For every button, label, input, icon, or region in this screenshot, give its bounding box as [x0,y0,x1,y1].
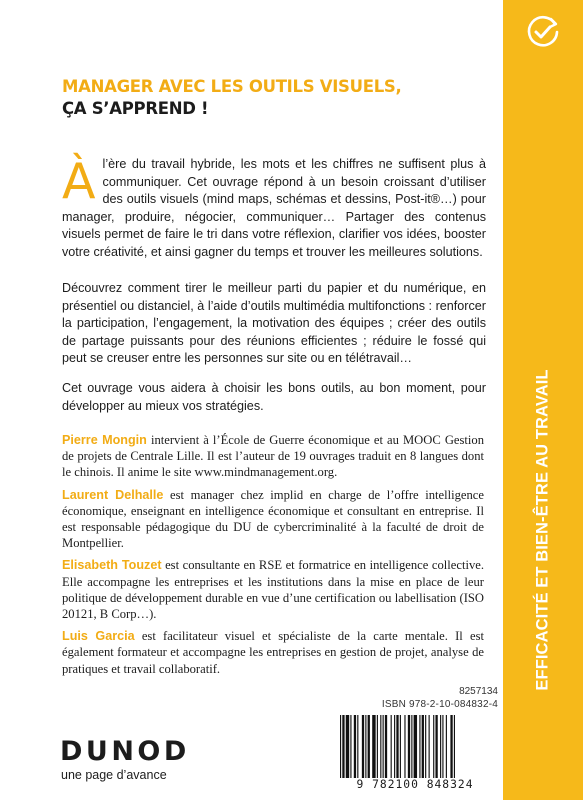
publisher-logo: DUNOD [60,736,190,767]
intro-text: l’ère du travail hybride, les mots et les chiffres ne suffisent plus à communiquer. Cet ouvrage répond à un besoin croissant d’utiliser des outils visuels (mind maps, schémas et dessins, Post-it®…) pour manager, produire, négocier, communiquer… Partager des contenus visuels permet de faire le tri dans votre réflexion, clarifier vos idées, booster votre créativité, et ainsi gagner du temps et trouver les meilleures solutions. [62,157,486,259]
check-circle-icon [525,14,561,50]
barcode [332,715,498,787]
series-title: EFFICACITÉ ET BIEN-ÊTRE AU TRAVAIL [533,369,552,691]
author-name: Luis Garcia [62,629,135,644]
author-bios [62,432,484,683]
author-name: Pierre Mongin [62,433,147,447]
headline-line-1: MANAGER AVEC LES OUTILS VISUELS, [62,77,402,96]
author-text: est facilitateur visuel et spécialiste de la carte mentale. Il est également formateur et accompagne les entreprises en gestion de projet, analyse de pratiques et travail collaboratif. [62,629,484,676]
author-bio [62,432,484,481]
body-paragraph-2: Découvrez comment tirer le meilleur parti du papier et du numérique, en présentiel ou distanciel, à l’aide d’outils multimédia multifonctions : renforcer la participation, l’engagement, la motivation des équipes ; créer des outils de partage puissants pour des réunions efficientes ; réduire le fossé qui peut se creuser entre les personnes sur site ou en télétravail… [62,281,486,365]
author-bio [62,628,484,677]
drop-cap: À [62,153,96,210]
author-text: est manager chez implid en charge de l’offre intelligence économique, enseignant en intelligence économique et consultant en entreprise. Il est responsable pédagogique du DU de cybercriminalité à la faculté de droit de Montpellier. [62,487,484,551]
isbn: ISBN 978-2-10-084832-4 [381,699,498,710]
author-bio [62,487,484,552]
barcode-digits: 9 782100 848324 [332,778,498,791]
series-band [503,0,583,800]
product-code: 8257134 [459,686,498,697]
author-bio [62,557,484,622]
headline-line-2: ÇA S’APPREND ! [62,99,209,118]
publisher-tagline: une page d’avance [61,768,167,782]
author-name: Elisabeth Touzet [62,558,162,573]
page-title [62,76,482,120]
intro-paragraph [62,153,486,261]
author-name: Laurent Delhalle [62,487,164,502]
author-text: intervient à l’École de Guerre économique et au MOOC Gestion de projets de Centrale Lille. Il est l’auteur de 19 ouvrages traduit en 8 langues dont le chinois. Il anime le site www.mindmanagement.org. [62,433,485,480]
body-paragraph-3: Cet ouvrage vous aidera à choisir les bons outils, au bon moment, pour développer au mieux vos stratégies. [62,381,486,413]
author-text: est consultante en RSE et formatrice en intelligence collective. Elle accompagne les entreprises et les institutions dans la mise en place de leur politique de développement durable en vue d’une certification ou labellisation (ISO 20121, B Corp…). [62,558,484,622]
